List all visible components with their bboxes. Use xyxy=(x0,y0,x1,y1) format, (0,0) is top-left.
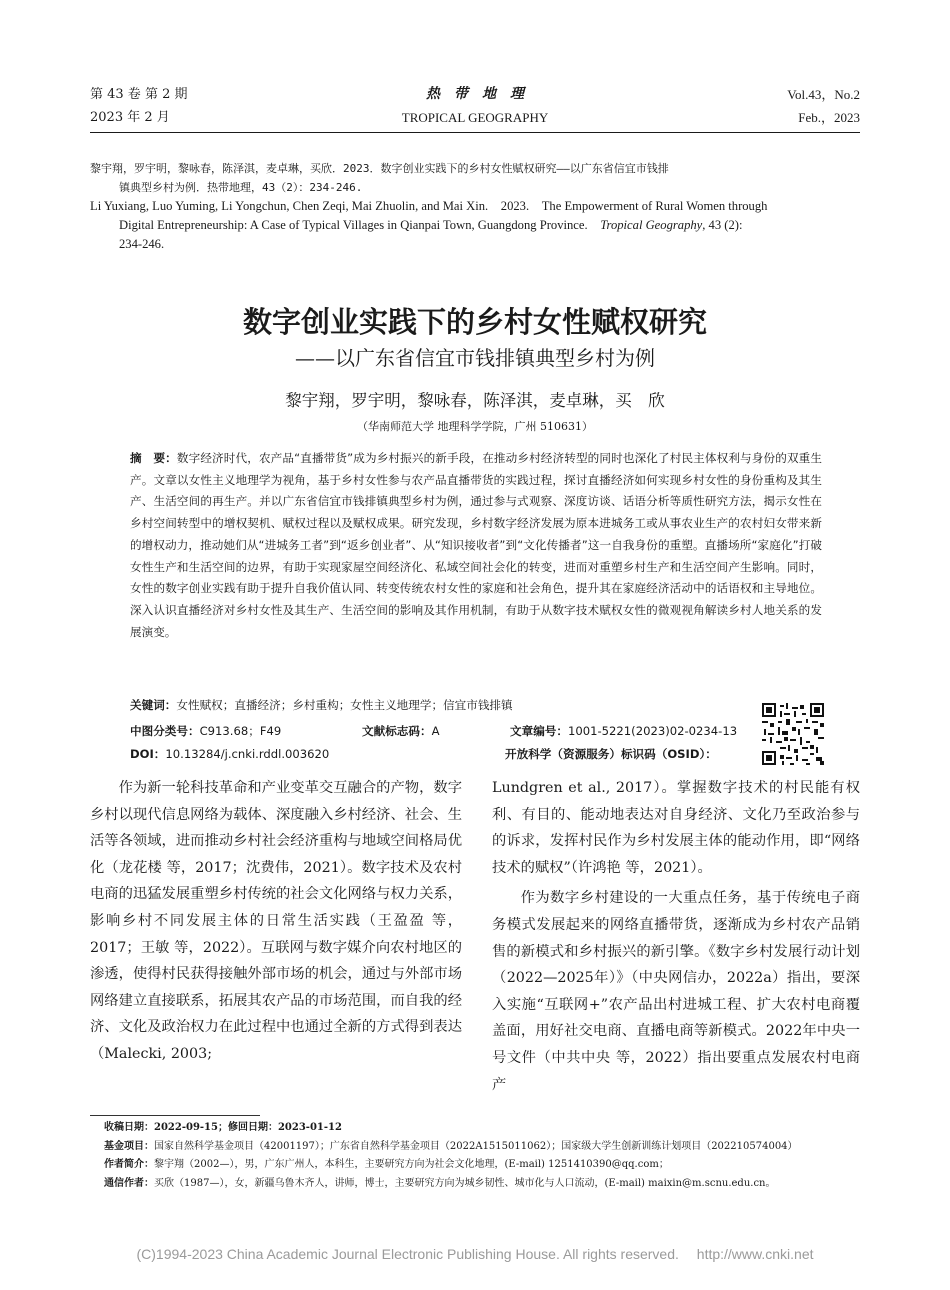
footnote-received: 收稿日期：2022-09-15；修回日期：2023-01-12 xyxy=(104,1122,342,1133)
footnote-fund-label: 基金项目： xyxy=(104,1140,154,1152)
clc-number xyxy=(130,723,281,739)
citation-block xyxy=(90,159,860,254)
clc-value: C913.68；F49 xyxy=(199,724,282,738)
document-code xyxy=(362,723,440,739)
footnote-rule xyxy=(90,1115,260,1116)
footnote-author-intro xyxy=(90,1156,860,1175)
article-subtitle: ——以广东省信宜市钱排镇典型乡村为例 xyxy=(295,346,655,370)
header-journal-zh: 热 带 地 理 xyxy=(426,86,524,102)
qr-code-icon xyxy=(762,703,824,765)
article-number-label: 文章编号： xyxy=(510,724,568,738)
doi xyxy=(130,746,329,762)
footnote-corresponding xyxy=(90,1175,860,1194)
article-affiliation: （华南师范大学 地理科学学院，广州 510631） xyxy=(357,420,593,433)
citation-en-volume: , 43 (2): xyxy=(702,218,743,232)
footnote-fund-text: 国家自然科学基金项目（42001197）；广东省自然科学基金项目（2022A1515011062）；国家级大学生创新训练计划项目（202210574004） xyxy=(154,1140,798,1152)
footnote-fund xyxy=(90,1138,860,1157)
article-number-value: 1001-5221(2023)02-0234-13 xyxy=(567,724,738,738)
osid-label: 开放科学（资源服务）标识码（OSID）： xyxy=(505,747,717,761)
keywords xyxy=(130,697,513,713)
body-paragraph-1-cont: Lundgren et al., 2017）。掌握数字技术的村民能有权利、有目的、能动地表达对自身经济、文化乃至政治参与的诉求，发挥村民作为乡村发展主体的能动作用，即“网络技术的赋权”（许鸿艳 等，2021）。 xyxy=(492,780,860,876)
header-rule xyxy=(90,132,860,133)
header-volume-issue: 第 43 卷 第 2 期 xyxy=(90,87,188,102)
article-number xyxy=(510,723,737,739)
body-paragraph-1: 作为新一轮科技革命和产业变革交互融合的产物，数字乡村以现代信息网络为载体、深度融入乡村经济、社会、生活等各领域，进而推动乡村社会经济重构与地域空间格局优化（龙花楼 等，2017；沈费伟，2021）。数字技术及农村电商的迅猛发展重塑乡村传统的社会文化网络与权力关系，影响乡村不同发展主体的日常生活实践（王盈盈 等，2017；王敏 等，2022）。互联网与数字媒介向农村地区的渗透，使得村民获得接触外部市场的机会，通过与外部市场网络建立直接联系，拓展其农产品的市场范围，而自我的经济、文化及政治权力在此过程中也通过全新的方式得到表达（Malecki, 2003; xyxy=(90,780,462,1062)
citation-en-title: Digital Entrepreneurship: A Case of Typical Villages in Qianpai Town, Guangdong Province. xyxy=(119,218,601,232)
doi-label: DOI： xyxy=(130,747,166,761)
citation-zh-line2: 镇典型乡村为例．热带地理，43（2）：234-246. xyxy=(119,181,363,194)
footnote-corresponding-text: 买欣（1987—），女，新疆乌鲁木齐人，讲师，博士，主要研究方向为城乡韧性、城市化与人口流动，(E-mail) maixin@m.scnu.edu.cn。 xyxy=(154,1177,776,1189)
header-journal-en: TROPICAL GEOGRAPHY xyxy=(401,110,549,125)
header-date: 2023 年 2 月 xyxy=(90,110,170,125)
body-paragraph-2: 作为数字乡村建设的一大重点任务，基于传统电子商务模式发展起来的网络直播带货，逐渐成为乡村农产品销售的新模式和乡村振兴的新引擎。《数字乡村发展行动计划（2022—2025年）》（中央网信办，2022a）指出，要深入实施“互联网+”农产品出村进城工程、扩大农村电商覆盖面，用好社交电商、直播电商等新模式。2022年中央一号文件（中共中央 等，2022）指出要重点发展农村电商产 xyxy=(492,890,860,1093)
doi-value: 10.13284/j.cnki.rddl.003620 xyxy=(165,747,330,761)
keywords-text: 女性赋权；直播经济；乡村重构；女性主义地理学；信宜市钱排镇 xyxy=(176,698,513,712)
footnotes xyxy=(90,1119,860,1193)
article-authors: 黎宇翔，罗宇明，黎咏春，陈泽淇，麦卓琳，买 欣 xyxy=(285,391,665,410)
article-title: 数字创业实践下的乡村女性赋权研究 xyxy=(242,305,707,339)
citation-en-journal: Tropical Geography xyxy=(600,218,703,232)
citation-en-line2 xyxy=(90,216,860,235)
footnote-dates xyxy=(90,1119,860,1138)
document-code-value: A xyxy=(431,724,440,738)
footnote-author-intro-label: 作者简介： xyxy=(104,1159,154,1170)
header-volume-issue-en: Vol.43，No.2 xyxy=(787,87,860,102)
header-date-en: Feb.，2023 xyxy=(798,110,860,125)
citation-zh-line1: 黎宇翔，罗宇明，黎咏春，陈泽淇，麦卓琳，买欣．2023．数字创业实践下的乡村女性赋权研究——以广东省信宜市钱排 xyxy=(90,162,669,175)
body-right-column xyxy=(492,775,860,1098)
clc-label: 中图分类号： xyxy=(130,724,200,738)
copyright-notice: (C)1994-2023 China Academic Journal Electronic Publishing House. All rights reserved. http://www.cnki.net xyxy=(136,1246,814,1262)
footnote-author-intro-text: 黎宇翔（2002—），男，广东广州人，本科生，主要研究方向为社会文化地理，(E-mail) 1251410390@qq.com； xyxy=(154,1159,669,1170)
keywords-label: 关键词： xyxy=(130,698,177,712)
abstract xyxy=(130,448,822,643)
citation-en-line3: 234-246. xyxy=(119,237,165,251)
body-left-column xyxy=(90,775,462,1068)
footnote-corresponding-label: 通信作者： xyxy=(104,1177,154,1189)
abstract-text: 数字经济时代，农产品“直播带货”成为乡村振兴的新手段，在推动乡村经济转型的同时也深化了村民主体权利与身份的双重生产。文章以女性主义地理学为视角，基于乡村女性参与农产品直播带货的实践过程，探讨直播经济如何实现乡村女性的身份重构及其生产、生活空间的再生产。并以广东省信宜市钱排镇典型乡村为例，通过参与式观察、深度访谈、话语分析等质性研究方法，揭示女性在乡村空间转型中的增权契机、赋权过程以及赋权成果。研究发现，乡村数字经济发展为原本进城务工或从事农业生产的农村妇女带来新的增权动力，推动她们从“进城务工者”到“返乡创业者”、从“知识接收者”到“文化传播者”这一自我身份的重塑。直播场所“家庭化”打破女性生产和生活空间的边界，有助于实现家屋空间经济化、私域空间社会化的转变，进而对重塑乡村生产和生活空间产生影响。同时，女性的数字创业实践有助于提升自我价值认同、转变传统农村女性的家庭和社会角色，提升其在家庭经济活动中的话语权和主导地位。深入认识直播经济对乡村女性及其生产、生活空间的影响及其作用机制，有助于从数字技术赋权女性的微观视角解读乡村人地关系的发展演变。 xyxy=(130,451,822,639)
citation-en-line1: Li Yuxiang, Luo Yuming, Li Yongchun, Chen Zeqi, Mai Zhuolin, and Mai Xin. 2023. The Empowerment of Rural Women through xyxy=(90,199,768,213)
document-code-label: 文献标志码： xyxy=(362,724,432,738)
abstract-label: 摘 要： xyxy=(130,451,177,465)
